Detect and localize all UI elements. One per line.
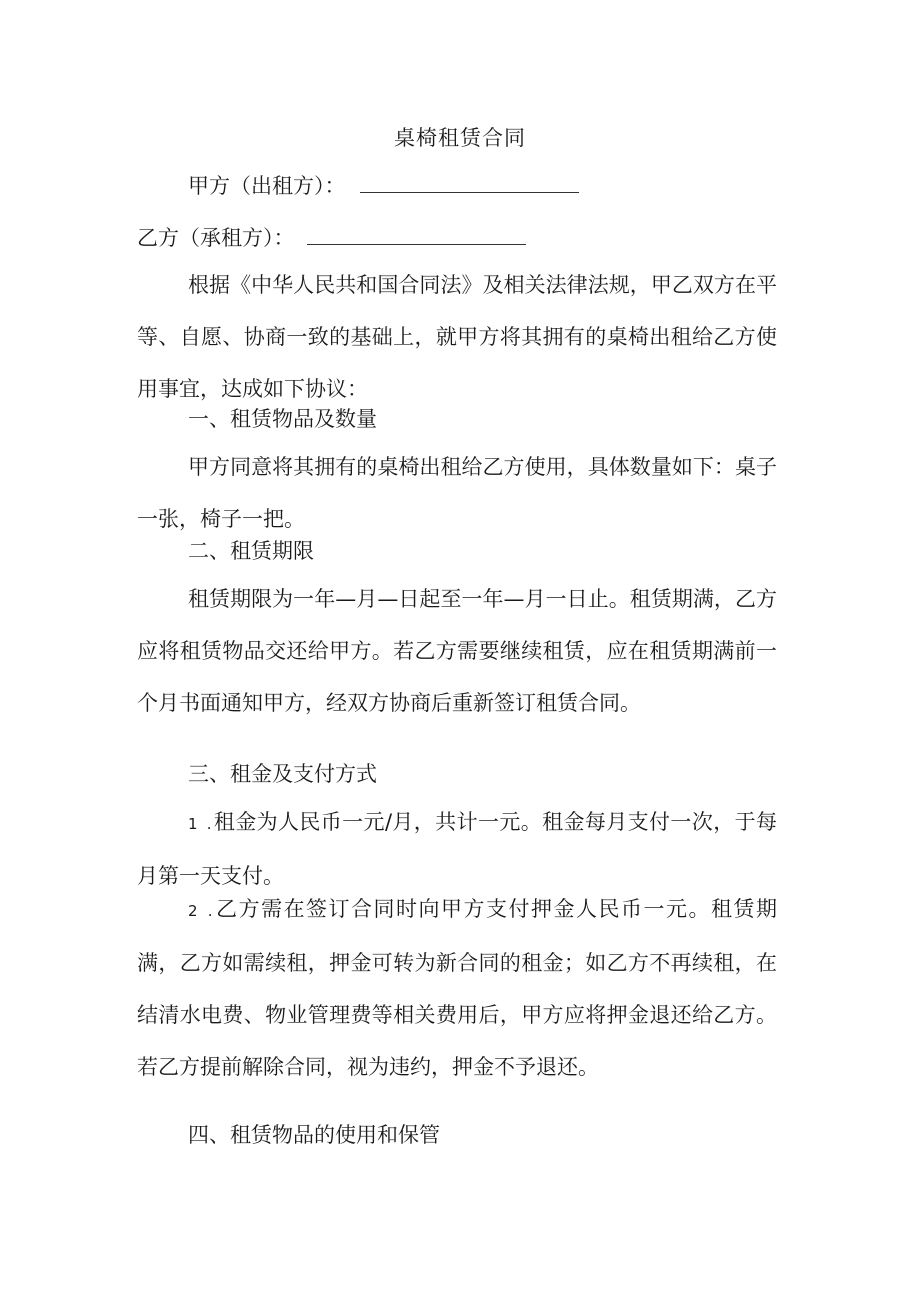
item-1-number: 1 . xyxy=(188,815,214,833)
item-2-text: 乙方需在签订合同时向甲方支付押金人民币一元。租赁期满，乙方如需续租，押金可转为新合同的租金；如乙方不再续租，在结清水电费、物业管理费等相关费用后，甲方应将押金退还给乙方。若乙方提前解除合同，视为违约，押金不予退还。 xyxy=(137,897,777,1079)
section-2-paragraph: 租赁期限为一年—月—日起至一年—月一日止。租赁期满，乙方应将租赁物品交还给甲方。若乙方需要继续租赁，应在租赁期满前一个月书面通知甲方，经双方协商后重新签订租赁合同。 xyxy=(137,587,777,715)
party-a-label: 甲方（出租方）： xyxy=(188,174,346,198)
section-1-paragraph: 甲方同意将其拥有的桌椅出租给乙方使用，具体数量如下：桌子一张，椅子一把。 xyxy=(137,455,777,531)
section-1-heading: 一、租赁物品及数量 xyxy=(188,407,377,431)
section-2-heading: 二、租赁期限 xyxy=(188,539,314,563)
section-3-heading: 三、租金及支付方式 xyxy=(188,762,377,786)
party-b-line xyxy=(137,224,526,252)
item-2-number: 2 . xyxy=(188,902,215,920)
party-b-label: 乙方（承租方）： xyxy=(137,226,295,250)
intro-paragraph: 根据《中华人民共和国合同法》及相关法律法规，甲乙双方在平等、自愿、协商一致的基础上，就甲方将其拥有的桌椅出租给乙方使用事宜，达成如下协议： xyxy=(137,273,777,401)
document-title: 桌椅租赁合同 xyxy=(394,126,526,150)
section-3-item-2 xyxy=(137,883,777,1093)
section-4-heading: 四、租赁物品的使用和保管 xyxy=(188,1123,440,1147)
party-b-blank xyxy=(307,224,526,245)
party-a-blank xyxy=(360,172,579,193)
party-a-line xyxy=(188,172,579,200)
item-1-text: 租金为人民币一元/月，共计一元。租金每月支付一次，于每月第一天支付。 xyxy=(137,810,777,888)
